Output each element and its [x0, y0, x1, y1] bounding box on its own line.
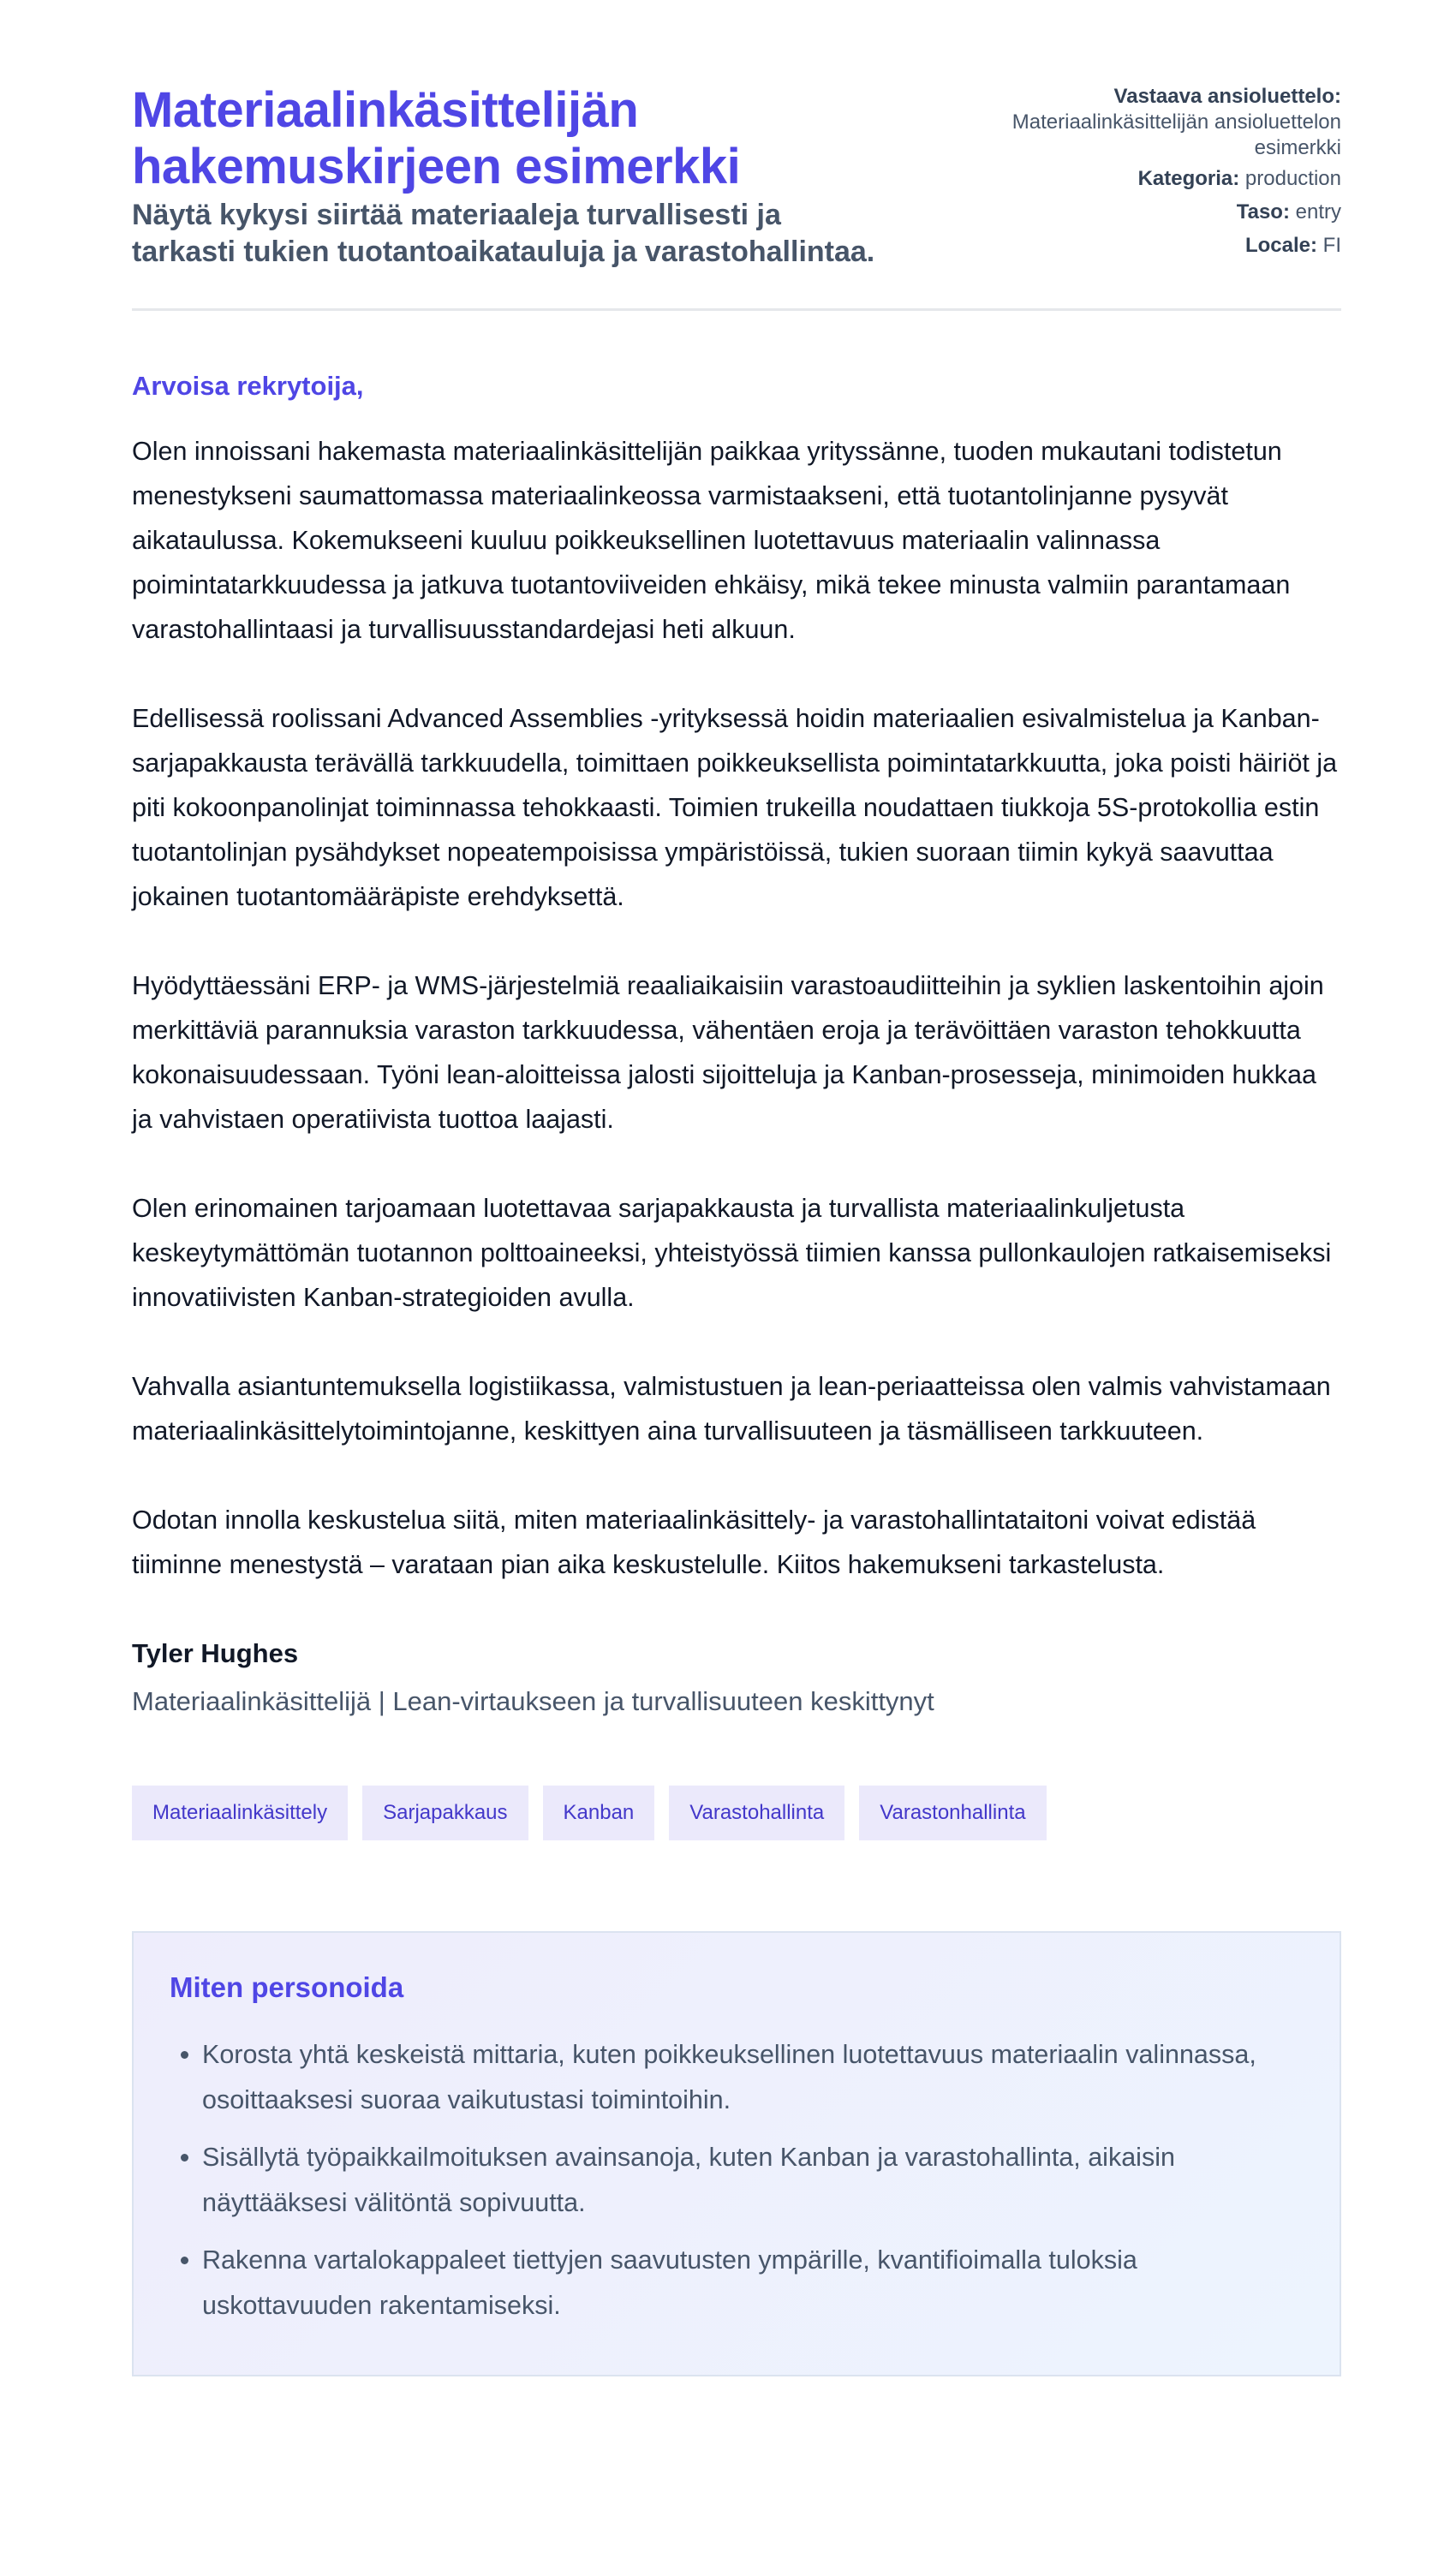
page-title: Materiaalinkäsittelijän hakemuskirjeen esimerkki	[132, 82, 741, 194]
skill-tag: Sarjapakkaus	[362, 1786, 528, 1840]
letter-paragraph: Vahvalla asiantuntemuksella logistiikassa, valmistustuen ja lean-periaatteissa olen valmis vahvistamaan materiaalinkäsittelytoimintojanne, keskittyen aina turvallisuuteen ja täsmälliseen tarkkuuteen.	[132, 1372, 1331, 1446]
letter-paragraph: Olen erinomainen tarjoamaan luotettavaa sarjapakkausta ja turvallista materiaalinkuljetusta keskeytymättömän tuotannon polttoaineeksi, yhteistyössä tiimien kanssa pullonkaulojen ratkaisemiseksi innovatiivisten Kanban-strategioiden avulla.	[132, 1194, 1332, 1312]
letter-paragraph: Odotan innolla keskustelua siitä, miten materiaalinkäsittely- ja varastohallintataitoni voivat edistää tiiminne menestystä – varataan pian aika keskustelulle. Kiitos hakemukseni tarkastelusta.	[132, 1506, 1256, 1579]
meta-category	[964, 166, 1341, 192]
meta-panel	[964, 82, 1341, 266]
skill-tag: Kanban	[543, 1786, 655, 1840]
letter-greeting: Arvoisa rekrytoija,	[132, 371, 364, 401]
meta-related-resume	[964, 84, 1341, 161]
signature-role: Materiaalinkäsittelijä | Lean-virtaukseen ja turvallisuuteen keskittynyt	[132, 1686, 934, 1716]
cover-letter-page	[132, 0, 1341, 2376]
meta-level-label: Taso:	[1236, 200, 1290, 224]
page-subtitle: Näytä kykysi siirtää materiaaleja turvallisesti ja tarkasti tukien tuotantoaikatauluja ja varastohallintaa.	[132, 199, 875, 268]
signature-name: Tyler Hughes	[132, 1638, 299, 1668]
tips-title: Miten personoida	[170, 1971, 404, 2003]
meta-resume-label: Vastaava ansioluettelo:	[1113, 85, 1341, 108]
letter-body	[132, 429, 1341, 1587]
tip-item: • Rakenna vartalokappaleet tiettyjen saavutusten ympärille, kvantifioimalla tuloksia uskottavuuden rakentamiseksi.	[202, 2238, 1304, 2329]
meta-category-label: Kategoria:	[1137, 167, 1240, 190]
meta-level	[964, 200, 1341, 225]
skill-tag: Materiaalinkäsittely	[132, 1786, 348, 1840]
tips-list	[170, 2032, 1304, 2329]
letter-paragraph: Hyödyttäessäni ERP- ja WMS-järjestelmiä reaaliaikaisiin varastoaudiitteihin ja syklien laskentoihin ajoin merkittäviä parannuksia varaston tarkkuudessa, vähentäen eroja ja terävöittäen varaston tehokkuutta kokonaisuudessaan. Työni lean-aloitteissa jalosti sijoitteluja ja Kanban-prosesseja, minimoiden hukkaa ja vahvistaen operatiivista tuottoa laajasti.	[132, 971, 1324, 1134]
page-header	[132, 82, 1341, 271]
meta-locale-label: Locale:	[1244, 234, 1317, 257]
skill-tag: Varastohallinta	[669, 1786, 844, 1840]
meta-category-value: production	[1244, 167, 1341, 190]
tip-item: • Sisällytä työpaikkailmoituksen avainsanoja, kuten Kanban ja varastohallinta, aikaisin näyttääksesi välitöntä sopivuutta.	[202, 2135, 1304, 2226]
tip-item: • Korosta yhtä keskeistä mittaria, kuten poikkeuksellinen luotettavuus materiaalin valinnassa, osoittaaksesi suoraa vaikutustasi toimintoihin.	[202, 2032, 1304, 2123]
signature-block	[132, 1637, 1341, 1719]
personalization-tips-box	[132, 1931, 1341, 2376]
letter-paragraph: Edellisessä roolissani Advanced Assemblies -yrityksessä hoidin materiaalien esivalmistelua ja Kanban-sarjapakkausta terävällä tarkkuudella, toimittaen poikkeuksellista poimintatarkkuutta, joka poisti häiriöt ja piti kokoonpanolinjat toiminnassa tehokkaasti. Toimien trukeilla noudattaen tiukkoja 5S-protokollia estin tuotantolinjan pysähdykset nopeatempoisissa ympäristöissä, tukien suoraan tiimin kykyä saavuttaa jokainen tuotantomääräpiste erehdyksettä.	[132, 704, 1338, 911]
header-divider	[132, 308, 1341, 311]
meta-level-value: entry	[1295, 200, 1341, 224]
letter-paragraph: Olen innoissani hakemasta materiaalinkäsittelijän paikkaa yrityssänne, tuoden mukautani todistetun menestykseni saumattomassa materiaalinkeossa varmistaakseni, että tuotantolinjanne pysyvät aikataulussa. Kokemukseeni kuuluu poikkeuksellinen luotettavuus materiaalin valinnassa poimintatarkkuudessa ja jatkuva tuotantoviiveiden ehkäisy, mikä tekee minusta valmiin parantamaan varastohallintaasi ja turvallisuusstandardejasi heti alkuun.	[132, 437, 1291, 644]
meta-resume-value: Materiaalinkäsittelijän ansioluettelon esimerkki	[1011, 110, 1341, 159]
meta-locale-value: FI	[1322, 234, 1341, 257]
meta-locale	[964, 233, 1341, 259]
header-title-block	[132, 82, 886, 271]
skill-tags	[132, 1786, 1341, 1840]
skill-tag: Varastonhallinta	[859, 1786, 1046, 1840]
